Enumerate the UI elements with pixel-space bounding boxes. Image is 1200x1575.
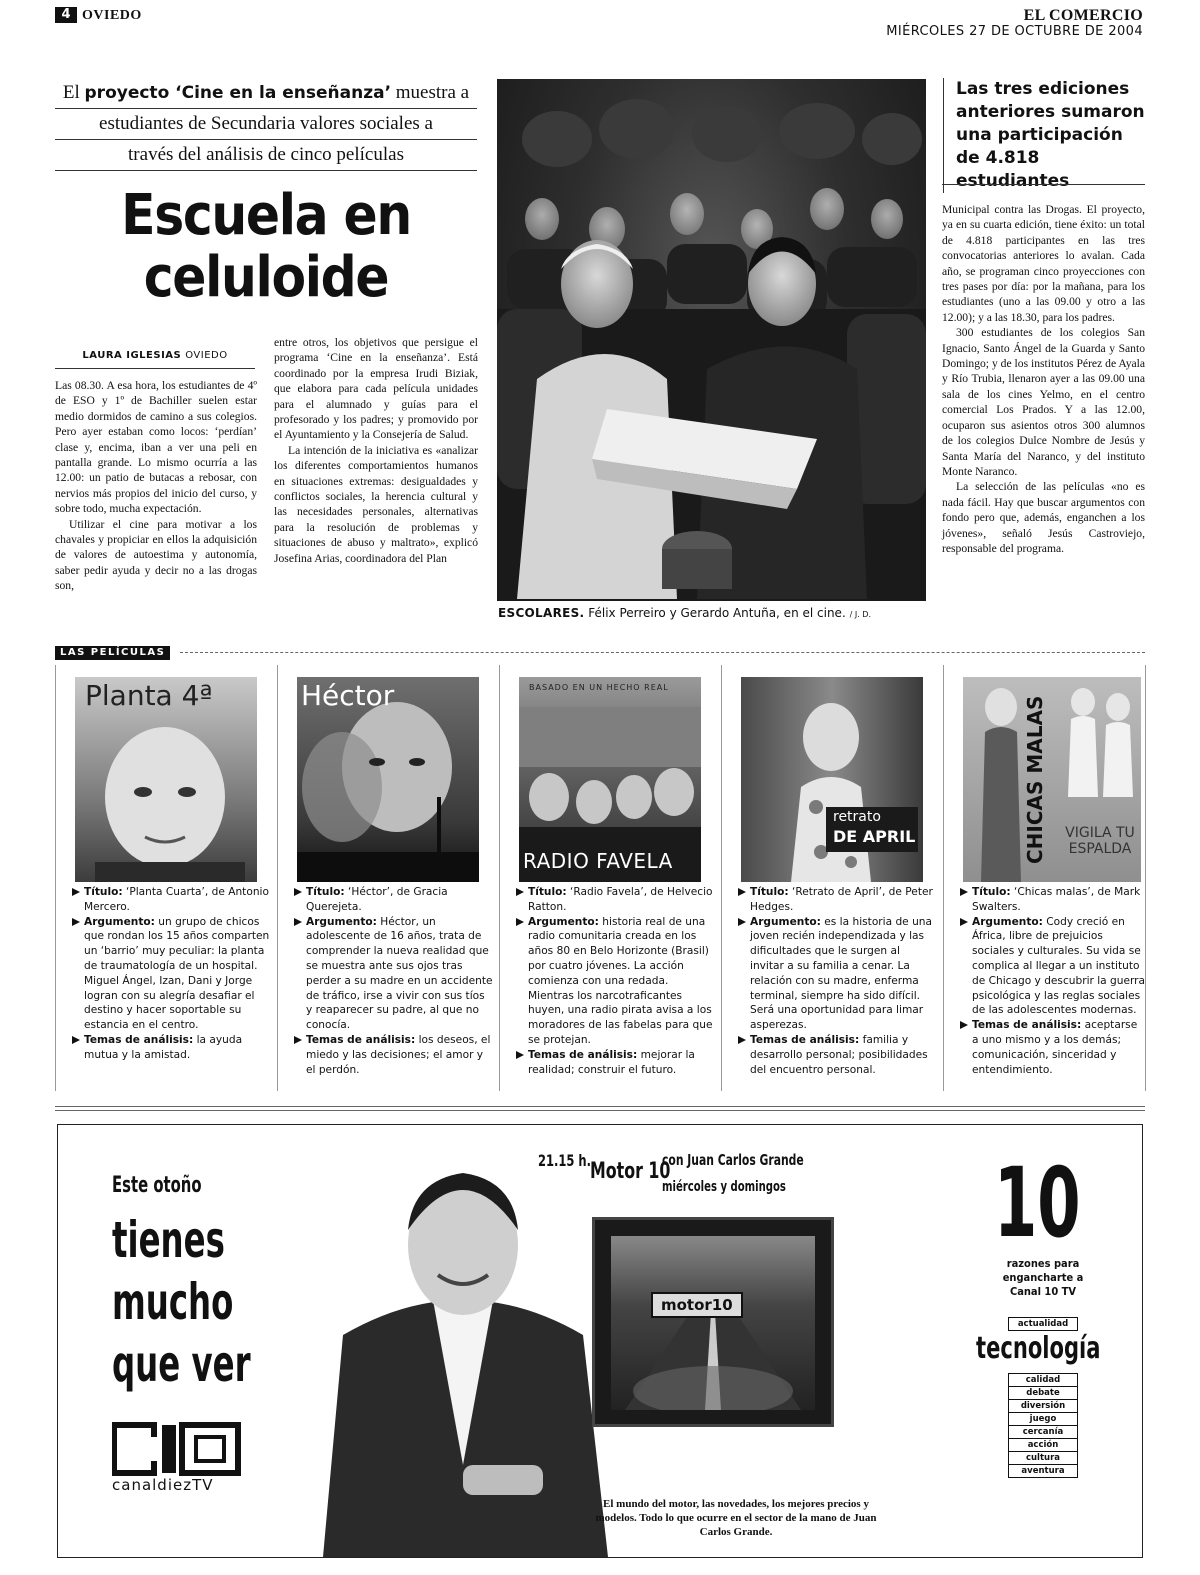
title-label: Título:	[750, 886, 789, 898]
side-headline: Las tres ediciones anteriores sumaron una participación de 4.818 estudiantes	[943, 78, 1148, 193]
ad-tv-screen	[611, 1236, 815, 1410]
title-label: Título:	[84, 886, 123, 898]
canal10-ad	[57, 1124, 1143, 1558]
ad-time: 21.15 h.	[538, 1151, 592, 1170]
film-plot: un grupo de chicos que rondan los 15 años comparten un ‘barrio’ muy peculiar: la planta de traumatología de un hospital. Miguel Ángel, Izan, Dani y Jorge logran con su alegría desafiar el destino y hacer soportable su estancia en el centro.	[84, 915, 270, 1032]
byline-author: LAURA IGLESIAS	[82, 350, 182, 361]
body-paragraph: La intención de la iniciativa es «analizar los diferentes comportamientos humanos en situaciones extremas: desigualdades y conflictos sociales, la herencia cultural y las necesidades personales, alternativas para la resolución de problemas y situaciones de abuso y maltrato», explicó Josefina Arias, coordinadora del Plan	[274, 443, 478, 565]
photo-caption	[498, 606, 928, 622]
ad-reasons-list	[1008, 1373, 1078, 1478]
film-info	[959, 885, 1145, 1077]
body-paragraph: 300 estudiantes de los colegios San Ignacio, Santo Ángel de la Guarda y Santo Domingo; y de los institutos Pérez de Ayala y Río Trubia, llenaron ayer a las 09.00 una sala de los cines Yelmo, en el centro comercial Los Prados. Y a las 12.00, ocuparon sus asientos otros 300 alumnos de los colegios Dulce Nombre de Jesús y Santa María del Naranco, y del instituto Monte Naranco.	[942, 326, 1145, 478]
ad-reasons: razones para engancharte a Canal 10 TV	[1002, 1257, 1084, 1298]
film-divider	[1145, 665, 1146, 1091]
poster-planta-4	[75, 677, 257, 882]
film-title-row	[959, 885, 1145, 915]
film-info	[515, 885, 715, 1077]
topics-label: Temas de análisis:	[750, 1033, 860, 1046]
topics-label: Temas de análisis:	[306, 1033, 416, 1046]
film-title-row	[293, 885, 493, 915]
poster-chicas-malas	[963, 677, 1141, 882]
body-column-2	[274, 335, 478, 566]
reason-item: acción	[1008, 1438, 1078, 1451]
ad-slogan-line: que ver	[112, 1335, 251, 1393]
plot-label: Argumento:	[84, 915, 155, 928]
film-plot: Cody creció en África, libre de prejuicios sociales y culturales. Su vida se complica al llegar a un instituto de Chicago y descubrir la guerra psicológica y las reglas sociales de las adolescentes modernas.	[972, 915, 1146, 1017]
film-topics-row	[293, 1033, 493, 1077]
film-info	[71, 885, 271, 1063]
ad-screen-logo: motor10	[651, 1292, 743, 1318]
section-separator	[55, 1110, 1145, 1111]
issue-date: MIÉRCOLES 27 DE OCTUBRE DE 2004	[886, 24, 1143, 39]
film-plot-row	[515, 915, 715, 1048]
ad-slogan-line: mucho	[112, 1273, 234, 1331]
topics-label: Temas de análisis:	[84, 1033, 194, 1046]
film-title: ‘Héctor’, de Gracia Querejeta.	[306, 886, 448, 913]
film-topics: mejorar la realidad; construir el futuro.	[528, 1048, 695, 1076]
canal10-logo-text: canaldiezTV	[112, 1476, 214, 1494]
ad-featured-top: actualidad	[1008, 1317, 1078, 1331]
poster-title: CHICAS MALAS	[1023, 695, 1047, 865]
reason-item: aventura	[1008, 1464, 1078, 1478]
film-title-row	[737, 885, 937, 915]
film-card-retrato-de-april	[721, 665, 943, 1091]
film-topics: la ayuda mutua y la amistad.	[84, 1033, 243, 1061]
body-paragraph: Utilizar el cine para motivar a los chavales y propiciar en ellos la adquisición de valores de autoestima y autonomía, saber pedir ayuda y decir no a las drogas son,	[55, 517, 257, 593]
reason-item: debate	[1008, 1386, 1078, 1399]
body-paragraph: La selección de las películas «no es nada fácil. Hay que buscar argumentos con fondo pero que, además, enganchen a los jóvenes», señaló Jesús Castroviejo, responsable del programa.	[942, 480, 1145, 555]
films-section-rule	[180, 652, 1145, 653]
film-topics-row	[959, 1018, 1145, 1077]
section-separator	[55, 1106, 1145, 1107]
poster-retrato-de-april	[741, 677, 923, 882]
cinema-photo-illustration	[497, 79, 926, 601]
cinema-photo	[497, 79, 926, 601]
film-title: ‘Radio Favela’, de Helvecio Ratton.	[528, 886, 713, 913]
poster-radio-favela	[519, 677, 701, 882]
ad-slogan-line: tienes	[112, 1211, 225, 1269]
film-info	[293, 885, 493, 1077]
body-column-3	[942, 202, 1145, 556]
poster-title: Héctor	[301, 679, 395, 712]
reason-item: juego	[1008, 1412, 1078, 1425]
host-photo	[313, 1135, 613, 1557]
plot-label: Argumento:	[306, 915, 377, 928]
kicker-post: muestra a	[395, 82, 470, 103]
film-card-chicas-malas	[943, 665, 1145, 1091]
poster-tagline: BASADO EN UN HECHO REAL	[529, 683, 669, 692]
canal10-logo-icon	[112, 1421, 242, 1477]
poster-tagline: VIGILA TU ESPALDA	[1065, 825, 1135, 857]
poster-woman-illustration	[741, 677, 923, 882]
body-column-1	[55, 378, 257, 594]
headline-line-1: Escuela en	[121, 183, 411, 248]
film-card-planta-4	[55, 665, 277, 1091]
plot-label: Argumento:	[972, 915, 1043, 928]
side-headline-rule	[942, 184, 1145, 185]
poster-title: RADIO FAVELA	[523, 849, 673, 873]
plot-label: Argumento:	[750, 915, 821, 928]
ad-big-number: 10	[994, 1147, 1081, 1259]
film-topics-row	[515, 1048, 715, 1078]
body-paragraph: Municipal contra las Drogas. El proyecto, ya en su cuarta edición, tiene éxito: un total de 4.818 participantes en las tres convocatorias anteriores lo avalan. Cada año, se programan cinco proyecciones con tres pases por día: por la mañana, para los estudiantes (uno a las 09.00 y otro a las 12.00); y a las 18.30, para los padres.	[942, 203, 1145, 324]
film-title: ‘Planta Cuarta’, de Antonio Mercero.	[84, 886, 269, 913]
caption-text: Félix Perreiro y Gerardo Antuña, en el cine.	[588, 606, 846, 620]
ad-days: miércoles y domingos	[662, 1179, 786, 1195]
film-topics: los deseos, el miedo y las decisiones; el amor y el perdón.	[306, 1033, 491, 1076]
film-topics: familia y desarrollo personal; posibilidades del encuentro personal.	[750, 1033, 928, 1076]
road-illustration	[611, 1236, 815, 1410]
kicker-line-2: estudiantes de Secundaria valores sociales a	[55, 109, 477, 140]
film-plot-row	[959, 915, 1145, 1019]
headline	[76, 185, 456, 309]
film-topics-row	[737, 1033, 937, 1077]
ad-program: Motor 10	[590, 1159, 671, 1184]
byline-place: OVIEDO	[185, 350, 228, 361]
body-paragraph: Las 08.30. A esa hora, los estudiantes de 4º de ESO y 1º de Bachiller suelen estar medio dormidos de camino a sus colegios. Pero ayer estaban como locos: ‘perdían’ clase y, encima, iban a ver una peli en pantalla grande. Lo mismo ocurría a las 12.00: un patio de butacas a rebosar, con nervios más propios del inicio del curso, y sobre todo, mucha expectación.	[55, 379, 257, 516]
kicker-bold: proyecto ‘Cine en la enseñanza’	[84, 83, 392, 103]
films-section-label: LAS PELÍCULAS	[55, 646, 170, 660]
reason-item: cultura	[1008, 1451, 1078, 1464]
ad-tagline: El mundo del motor, las novedades, los mejores precios y modelos. Todo lo que ocurre en el sector de la mano de Juan Carlos Grande.	[595, 1498, 877, 1538]
film-plot-row	[71, 915, 271, 1033]
ad-featured: tecnología	[976, 1331, 1101, 1366]
title-label: Título:	[528, 886, 567, 898]
newspaper-name: EL COMERCIO	[1023, 7, 1143, 24]
film-topics: aceptarse a uno mismo y a los demás; comunicación, sinceridad y entendimiento.	[972, 1019, 1138, 1076]
film-card-hector	[277, 665, 499, 1091]
title-label: Título:	[306, 886, 345, 898]
byline	[55, 346, 255, 369]
kicker-line-1	[55, 78, 477, 109]
film-info	[737, 885, 937, 1077]
ad-slogan	[112, 1209, 251, 1395]
film-title-row	[71, 885, 271, 915]
poster-title-b: DE APRIL	[833, 827, 916, 846]
kicker-line-3: través del análisis de cinco películas	[55, 140, 477, 171]
film-plot-row	[293, 915, 493, 1033]
ad-host: con Juan Carlos Grande	[662, 1151, 804, 1169]
topics-label: Temas de análisis:	[528, 1048, 638, 1061]
ad-tv-frame	[592, 1217, 834, 1427]
kicker-pre: El	[62, 82, 80, 103]
film-plot: es la historia de una joven recién independizada y las dificultades que le surgen al invitar a su familia a cenar. La relación con su madre, enferma terminal, siempre ha sido difícil. Será una oportunidad para limar asperezas.	[750, 915, 932, 1032]
reason-item: diversión	[1008, 1399, 1078, 1412]
body-paragraph: entre otros, los objetivos que persigue el programa ‘Cine en la enseñanza’. Está coordinado por la empresa Irudi Biziak, que elabora para cada película unidades para el alumnado y guías para el profesorado y los padres; y promovido por el Ayuntamiento y la Consejería de Salud.	[274, 336, 478, 442]
caption-bold: ESCOLARES.	[498, 606, 585, 620]
film-plot: historia real de una radio comunitaria creada en los años 80 en Belo Horizonte (Brasil) por cuatro jóvenes. La acción comienza con una redada. Mientras los narcotraficantes huyen, una radio pirata avisa a los moradores de las fabelas para que se protejan.	[528, 915, 713, 1046]
reason-item: calidad	[1008, 1373, 1078, 1386]
page-number: 4	[55, 7, 77, 23]
photo-credit: / J. D.	[849, 610, 871, 619]
title-label: Título:	[972, 886, 1011, 898]
film-plot: Héctor, un adolescente de 16 años, trata de comprender la nueva realidad que se muestra ante sus ojos tras perder a su madre en un accidente de tráfico, irse a vivir con sus tíos y reaparecer su padre, al que no conocía.	[306, 915, 493, 1032]
poster-title: Planta 4ª	[85, 679, 213, 712]
plot-label: Argumento:	[528, 915, 599, 928]
poster-hector	[297, 677, 479, 882]
topics-label: Temas de análisis:	[972, 1019, 1082, 1032]
section-name: OVIEDO	[82, 8, 142, 23]
film-title-row	[515, 885, 715, 915]
film-topics-row	[71, 1033, 271, 1063]
headline-line-2: celuloide	[143, 245, 389, 310]
ad-slogan-small: Este otoño	[112, 1173, 202, 1198]
film-title: ‘Chicas malas’, de Mark Swalters.	[972, 886, 1141, 913]
poster-title-a: retrato	[833, 809, 881, 825]
film-card-radio-favela	[499, 665, 721, 1091]
film-title: ‘Retrato de April’, de Peter Hedges.	[750, 886, 933, 913]
reason-item: cercanía	[1008, 1425, 1078, 1438]
film-plot-row	[737, 915, 937, 1033]
article-kicker	[55, 78, 477, 171]
